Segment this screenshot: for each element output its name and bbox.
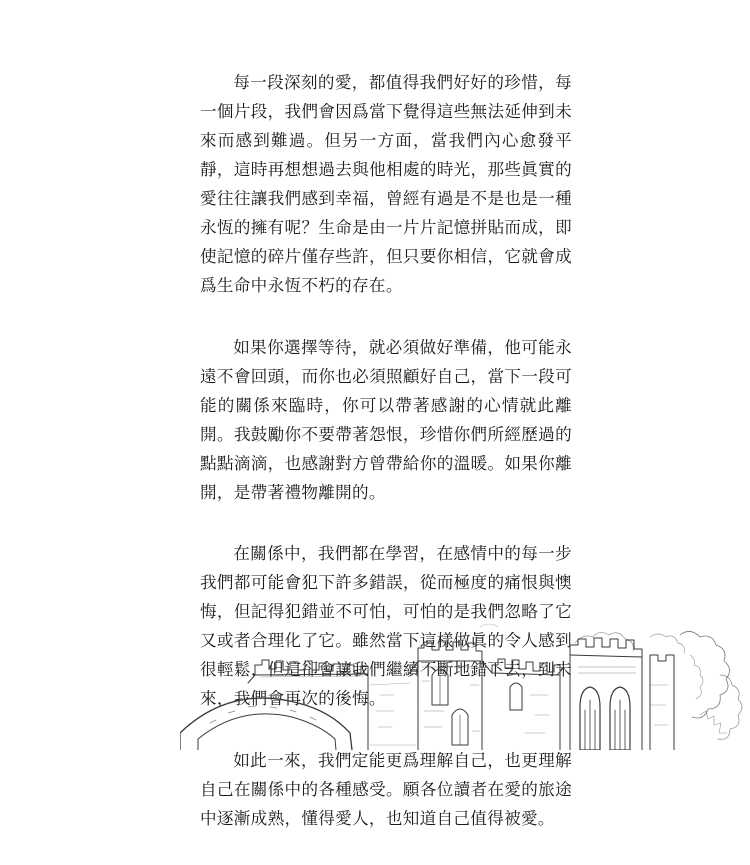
paragraph-1: 每一段深刻的愛，都值得我們好好的珍惜，每一個片段，我們會因爲當下覺得這些無法延伸到未來而感到難過。但另一方面，當我們內心愈發平靜，這時再想想過去與他相處的時光，那些眞實的愛往往讓我們感到幸福，曾經有過是不是也是一種永恆的擁有呢？生命是由一片片記憶拼貼而成，即使記憶的碎片僅存些許，但只要你相信，它就會成爲生命中永恆不朽的存在。 bbox=[200, 73, 572, 295]
paragraph-4: 如此一來，我們定能更爲理解自己，也更理解自己在關係中的各種感受。願各位讀者在愛的旅途中逐漸成熟，懂得愛人，也知道自己值得被愛。 bbox=[200, 750, 572, 828]
castle-sketch-illustration bbox=[180, 615, 750, 750]
paragraph-2: 如果你選擇等待，就必須做好準備，他可能永遠不會回頭，而你也必須照顧好自己，當下一段可能的關係來臨時，你可以帶著感謝的心情就此離開。我鼓勵你不要帶著怨恨，珍惜你們所經歷過的點點滴滴，也感謝對方曾帶給你的溫暖。如果你離開，是帶著禮物離開的。 bbox=[200, 337, 572, 502]
castle-sketch bbox=[180, 615, 750, 750]
paragraph-3: 在關係中，我們都在學習，在感情中的每一步我們都可能會犯下許多錯誤，從而極度的痛恨與懊悔，但記得犯錯並不可怕，可怕的是我們忽略了它又或者合理化了它。雖然當下這樣做眞的令人感到很輕鬆，但這卻會讓我們繼續不斷地錯下去，到未來，我們會再次的後悔。 bbox=[200, 544, 572, 708]
